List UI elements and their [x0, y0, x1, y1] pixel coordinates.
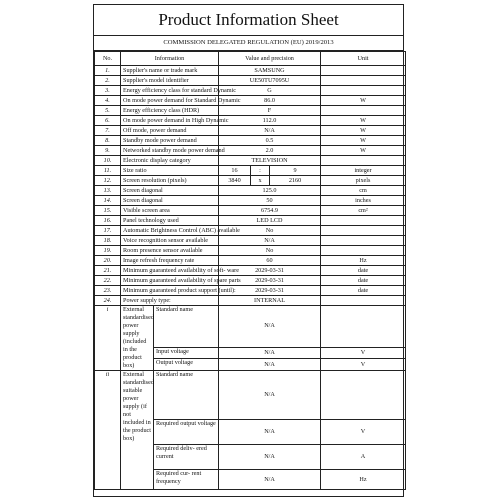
- power-supply-unit: [321, 306, 406, 348]
- table-row: [95, 246, 406, 256]
- row-value: 112.0: [219, 116, 321, 126]
- row-number: 19.: [95, 246, 121, 256]
- row-information: Standby mode power demand: [121, 136, 219, 146]
- row-value: N/A: [219, 126, 321, 136]
- row-information: Supplier's model identifier: [121, 76, 219, 86]
- header-value: Value and precision: [219, 52, 321, 66]
- row-unit: [321, 66, 406, 76]
- row-unit: [321, 246, 406, 256]
- product-information-sheet: [93, 4, 404, 497]
- power-supply-number: i: [95, 306, 121, 371]
- header-information: Information: [121, 52, 219, 66]
- power-supply-unit: [321, 371, 406, 420]
- power-supply-number: ii: [95, 371, 121, 490]
- row-information: Off mode, power demand: [121, 126, 219, 136]
- row-value: 2.0: [219, 146, 321, 156]
- table-row: [95, 166, 406, 176]
- table-row: [95, 76, 406, 86]
- row-unit: date: [321, 286, 406, 296]
- power-supply-description: External standardised suitable power supply (if not included in the product box): [121, 371, 154, 490]
- power-supply-unit: V: [321, 359, 406, 371]
- table-row: [95, 86, 406, 96]
- ratio-second: 9: [270, 166, 321, 176]
- row-value: G: [219, 86, 321, 96]
- resolution-first: 3840: [219, 176, 251, 186]
- row-number: 16.: [95, 216, 121, 226]
- header-row: [95, 52, 406, 66]
- row-value: 0.5: [219, 136, 321, 146]
- sheet-title: Product Information Sheet: [94, 5, 403, 36]
- power-supply-label: Output voltage: [154, 359, 219, 371]
- row-unit: [321, 156, 406, 166]
- power-supply-label: Input voltage: [154, 347, 219, 359]
- ratio-first: 16: [219, 166, 251, 176]
- row-unit: inches: [321, 196, 406, 206]
- row-information: Room presence sensor available: [121, 246, 219, 256]
- power-supply-label: Required output voltage: [154, 420, 219, 445]
- row-value: No: [219, 246, 321, 256]
- power-supply-value: N/A: [219, 359, 321, 371]
- row-unit: W: [321, 136, 406, 146]
- row-information: Minimum guaranteed product support (until):: [121, 286, 219, 296]
- table-row: [95, 156, 406, 166]
- row-value: 2029-03-31: [219, 276, 321, 286]
- table-row: [95, 276, 406, 286]
- row-unit: [321, 296, 406, 306]
- row-unit: [321, 76, 406, 86]
- power-supply-row: [95, 306, 406, 348]
- row-information: Image refresh frequency rate: [121, 256, 219, 266]
- table-row: [95, 226, 406, 236]
- power-supply-value: N/A: [219, 445, 321, 470]
- row-information: Energy efficiency class (HDR): [121, 106, 219, 116]
- row-information: Energy efficiency class for standard Dynamic: [121, 86, 219, 96]
- row-number: 22.: [95, 276, 121, 286]
- row-unit: date: [321, 266, 406, 276]
- row-number: 13.: [95, 186, 121, 196]
- row-information: Screen resolution (pixels): [121, 176, 219, 186]
- row-unit: W: [321, 146, 406, 156]
- ratio-separator: :: [251, 166, 270, 176]
- table-row: [95, 66, 406, 76]
- row-unit: W: [321, 96, 406, 106]
- row-value: LED LCD: [219, 216, 321, 226]
- row-number: 11.: [95, 166, 121, 176]
- row-number: 2.: [95, 76, 121, 86]
- row-value: 60: [219, 256, 321, 266]
- row-value: 50: [219, 196, 321, 206]
- row-information: Automatic Brightness Control (ABC) available: [121, 226, 219, 236]
- table-row: [95, 216, 406, 226]
- row-number: 8.: [95, 136, 121, 146]
- row-number: 7.: [95, 126, 121, 136]
- table-row: [95, 126, 406, 136]
- row-value: TELEVISION: [219, 156, 321, 166]
- power-supply-label: Required cur- rent frequency: [154, 470, 219, 490]
- row-value: N/A: [219, 236, 321, 246]
- row-unit: [321, 216, 406, 226]
- row-information: Minimum guaranteed availability of spare parts: [121, 276, 219, 286]
- row-value: 125.0: [219, 186, 321, 196]
- row-unit: W: [321, 126, 406, 136]
- row-value: 6754.9: [219, 206, 321, 216]
- row-number: 3.: [95, 86, 121, 96]
- power-supply-row: [95, 371, 406, 420]
- resolution-separator: x: [251, 176, 270, 186]
- row-information: Power supply type:: [121, 296, 219, 306]
- row-information: Electronic display category: [121, 156, 219, 166]
- row-number: 24.: [95, 296, 121, 306]
- header-unit: Unit: [321, 52, 406, 66]
- regulation-subtitle: COMMISSION DELEGATED REGULATION (EU) 2019/2013: [94, 36, 403, 51]
- row-number: 14.: [95, 196, 121, 206]
- table-row: [95, 136, 406, 146]
- row-unit: W: [321, 116, 406, 126]
- resolution-second: 2160: [270, 176, 321, 186]
- row-value: F: [219, 106, 321, 116]
- power-supply-unit: V: [321, 420, 406, 445]
- row-value: INTERNAL: [219, 296, 321, 306]
- row-number: 10.: [95, 156, 121, 166]
- row-unit: cm²: [321, 206, 406, 216]
- row-unit: [321, 86, 406, 96]
- row-value: No: [219, 226, 321, 236]
- table-row: [95, 186, 406, 196]
- power-supply-label: Required deliv- ered current: [154, 445, 219, 470]
- table-row: [95, 236, 406, 246]
- info-table: [94, 51, 406, 490]
- power-supply-value: N/A: [219, 371, 321, 420]
- row-number: 17.: [95, 226, 121, 236]
- row-unit: [321, 106, 406, 116]
- power-supply-value: N/A: [219, 306, 321, 348]
- row-number: 23.: [95, 286, 121, 296]
- table-row: [95, 146, 406, 156]
- table-row: [95, 266, 406, 276]
- row-number: 18.: [95, 236, 121, 246]
- row-unit: date: [321, 276, 406, 286]
- row-information: On mode power demand for Standard Dynamic: [121, 96, 219, 106]
- table-row: [95, 176, 406, 186]
- power-supply-unit: V: [321, 347, 406, 359]
- power-supply-description: External standardised power supply (included in the product box): [121, 306, 154, 371]
- power-supply-value: N/A: [219, 470, 321, 490]
- power-supply-value: N/A: [219, 420, 321, 445]
- power-supply-unit: A: [321, 445, 406, 470]
- row-information: Visible screen area: [121, 206, 219, 216]
- table-row: [95, 256, 406, 266]
- power-supply-label: Standard name: [154, 306, 219, 348]
- row-information: Minimum guaranteed availability of soft- ware: [121, 266, 219, 276]
- row-unit: cm: [321, 186, 406, 196]
- row-unit: [321, 236, 406, 246]
- header-no: No.: [95, 52, 121, 66]
- table-row: [95, 286, 406, 296]
- row-unit: integer: [321, 166, 406, 176]
- table-row: [95, 196, 406, 206]
- row-value: UE50TU7095U: [219, 76, 321, 86]
- row-number: 9.: [95, 146, 121, 156]
- row-information: Voice recognition sensor available: [121, 236, 219, 246]
- row-information: Networked standby mode power demand: [121, 146, 219, 156]
- row-information: Screen diagonal: [121, 196, 219, 206]
- row-number: 21.: [95, 266, 121, 276]
- row-information: On mode power demand in High Dynamic: [121, 116, 219, 126]
- row-information: Supplier's name or trade mark: [121, 66, 219, 76]
- table-row: [95, 206, 406, 216]
- row-value: 2029-03-31: [219, 286, 321, 296]
- row-value: SAMSUNG: [219, 66, 321, 76]
- row-information: Panel technology used: [121, 216, 219, 226]
- table-row: [95, 106, 406, 116]
- row-value: 86.0: [219, 96, 321, 106]
- row-unit: Hz: [321, 256, 406, 266]
- row-number: 5.: [95, 106, 121, 116]
- power-supply-label: Standard name: [154, 371, 219, 420]
- power-supply-value: N/A: [219, 347, 321, 359]
- row-number: 6.: [95, 116, 121, 126]
- row-information: Screen diagonal: [121, 186, 219, 196]
- power-supply-unit: Hz: [321, 470, 406, 490]
- row-number: 4.: [95, 96, 121, 106]
- row-number: 1.: [95, 66, 121, 76]
- table-row: [95, 296, 406, 306]
- row-unit: [321, 226, 406, 236]
- row-information: Size ratio: [121, 166, 219, 176]
- table-row: [95, 96, 406, 106]
- row-number: 20.: [95, 256, 121, 266]
- row-number: 12.: [95, 176, 121, 186]
- table-row: [95, 116, 406, 126]
- row-number: 15.: [95, 206, 121, 216]
- row-unit: pixels: [321, 176, 406, 186]
- row-value: 2029-03-31: [219, 266, 321, 276]
